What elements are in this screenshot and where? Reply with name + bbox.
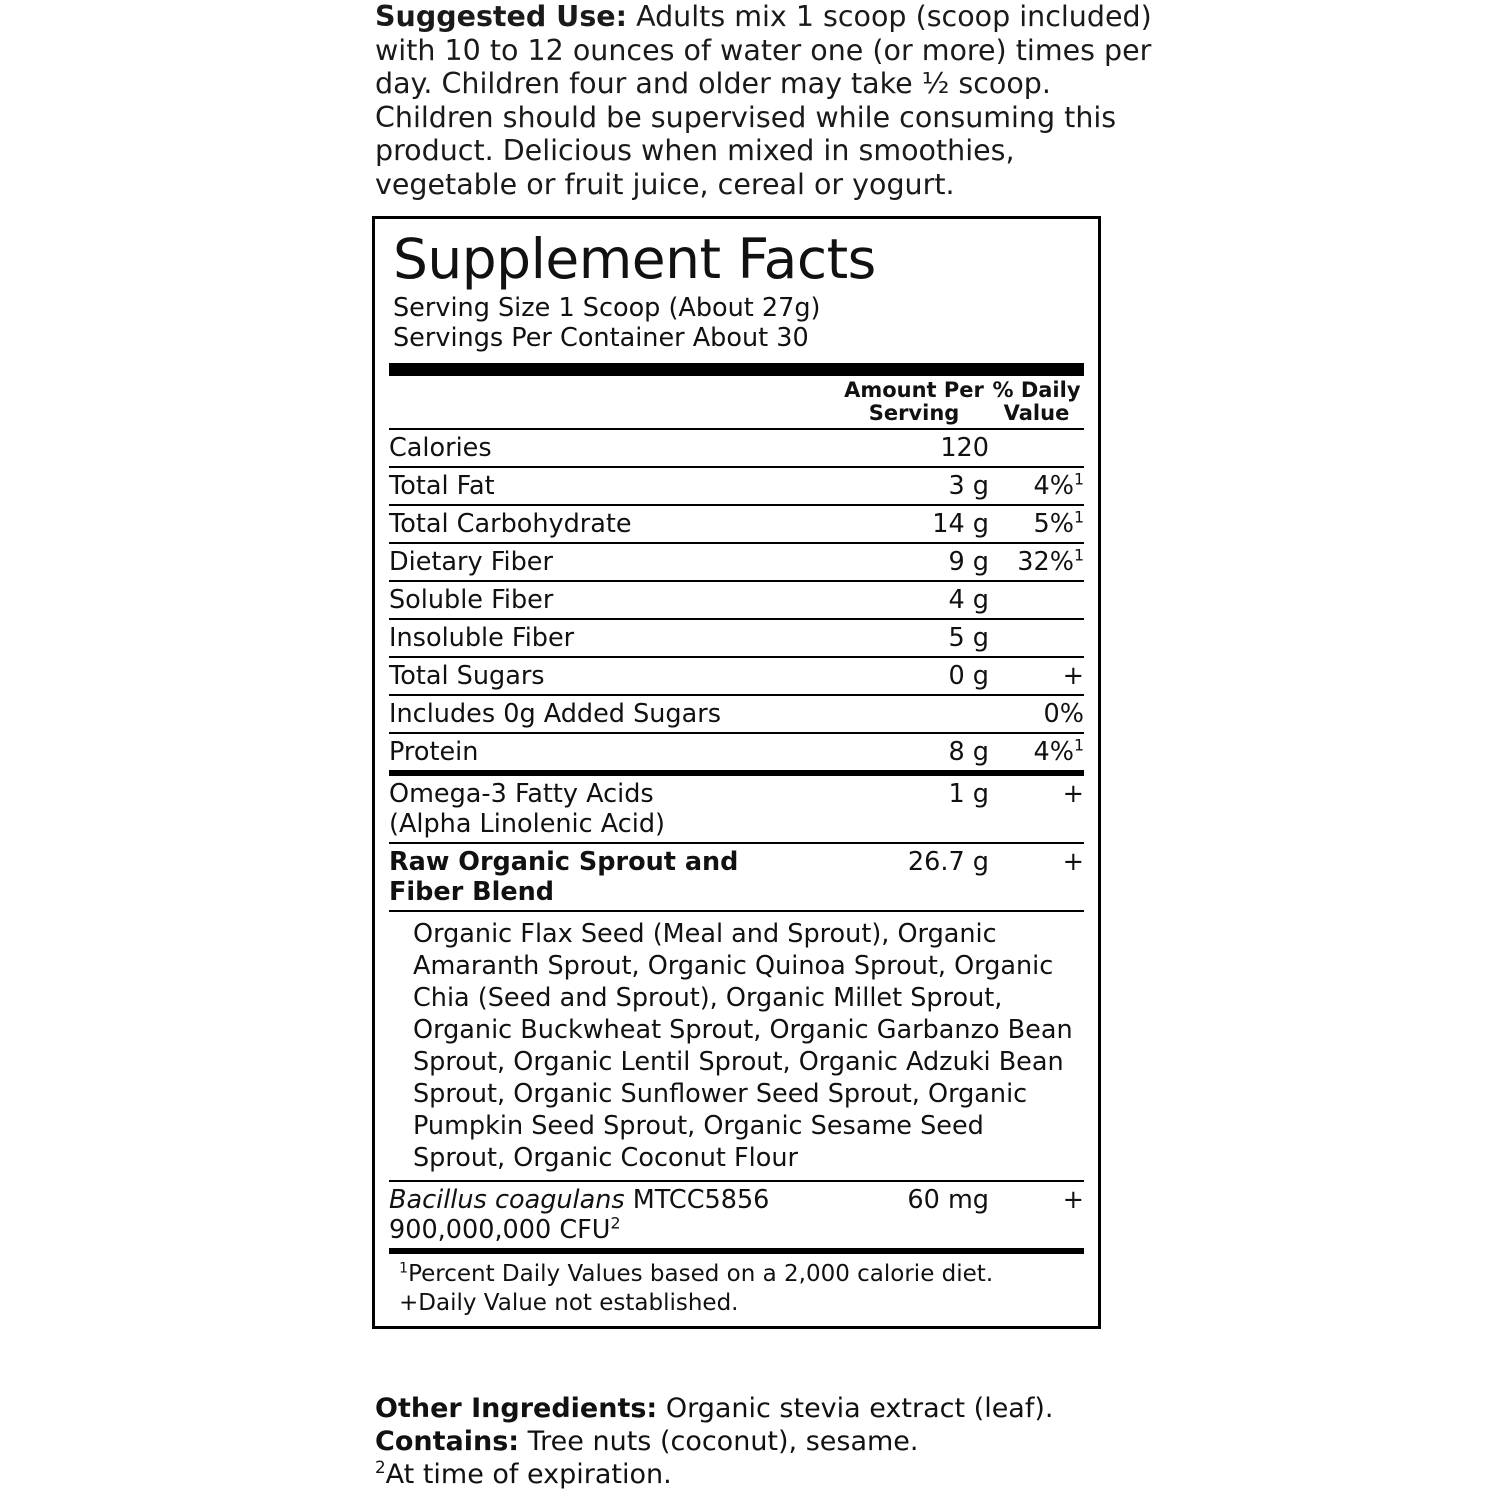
blend-amount: 26.7 g	[907, 847, 989, 877]
nutrient-dv: +	[1062, 779, 1084, 809]
servings-per-container: Servings Per Container About 30	[393, 323, 809, 353]
table-row	[389, 505, 1084, 543]
probiotic-dv: +	[1062, 1185, 1084, 1215]
nutrient-amount: 3 g	[839, 467, 989, 505]
probiotic-cfu: 900,000,000 CFU	[389, 1215, 611, 1245]
table-header-row	[389, 376, 1084, 429]
header-daily-value: % Daily Value	[989, 376, 1084, 429]
table-row	[389, 695, 1084, 733]
table-row	[389, 543, 1084, 581]
nutrient-name: Total Carbohydrate	[389, 505, 839, 543]
supplement-facts-title: Supplement Facts	[393, 227, 876, 291]
nutrient-name: Soluble Fiber	[389, 581, 839, 619]
suggested-use-label: Suggested Use:	[375, 0, 628, 33]
blend-dv: +	[1062, 847, 1084, 877]
other-ingredients-line	[375, 1392, 1175, 1425]
nutrient-amount: 0 g	[839, 657, 989, 695]
nutrient-dv: 4%$^1$	[989, 467, 1084, 505]
supplement-facts-panel	[372, 216, 1101, 1329]
probiotic-amount: 60 mg	[907, 1185, 989, 1215]
table-row	[389, 581, 1084, 619]
nutrient-dv: +	[989, 657, 1084, 695]
nutrient-amount: 14 g	[839, 505, 989, 543]
table-row	[389, 657, 1084, 695]
contains-value: Tree nuts (coconut), sesame.	[519, 1426, 919, 1457]
table-row	[389, 1182, 1084, 1248]
blend-ingredients: Organic Flax Seed (Meal and Sprout), Organic Amaranth Sprout, Organic Quinoa Sprout, Organic Chia (Seed and Sprout), Organic Millet Sprout, Organic Buckwheat Sprout, Organic Garbanzo Bean Sprout, Organic Lentil Sprout, Organic Adzuki Bean Sprout, Organic Sunflower Seed Sprout, Organic Pumpkin Seed Sprout, Organic Sesame Seed Sprout, Organic Coconut Flour	[413, 919, 1073, 1173]
footnotes	[389, 1254, 1084, 1318]
nutrient-amount: 8 g	[948, 737, 989, 767]
header-amount-per-serving: Amount Per Serving	[839, 376, 989, 429]
probiotic-strain: MTCC5856	[624, 1185, 770, 1215]
table-row	[389, 776, 1084, 842]
suggested-use-text: Adults mix 1 scoop (scoop included) with 10 to 12 ounces of water one (or more) times per day. Children four and older may take ½ scoop. Children should be supervised while consuming this product. Delicious when mixed in smoothies, vegetable or fruit juice, cereal or yogurt.	[375, 0, 1152, 201]
nutrient-dv: 4%$^1$	[1033, 735, 1084, 767]
probiotic-name: Bacillus coagulans MTCC5856 900,000,000 CFU$^2$	[389, 1185, 770, 1245]
table-row	[389, 619, 1084, 657]
expiration-text: At time of expiration.	[385, 1459, 672, 1490]
nutrient-dv	[989, 429, 1084, 467]
nutrition-table	[389, 376, 1084, 770]
other-ingredients-value: Organic stevia extract (leaf).	[657, 1393, 1054, 1424]
nutrient-name: Insoluble Fiber	[389, 619, 839, 657]
blend-name: Raw Organic Sprout and Fiber Blend	[389, 847, 739, 907]
nutrient-name: Includes 0g Added Sugars	[389, 695, 839, 733]
nutrient-name: Protein	[389, 737, 479, 767]
bottom-block	[375, 1392, 1175, 1491]
nutrient-amount	[839, 695, 989, 733]
nutrient-name: Omega-3 Fatty Acids (Alpha Linolenic Acid)	[389, 779, 665, 839]
contains-label: Contains:	[375, 1426, 520, 1457]
nutrient-amount: 5 g	[839, 619, 989, 657]
nutrient-name: Total Sugars	[389, 657, 839, 695]
footnote-2: +Daily Value not established.	[399, 1290, 739, 1316]
serving-size: Serving Size 1 Scoop (About 27g)	[393, 293, 821, 323]
table-row	[389, 844, 1084, 910]
nutrient-amount: 1 g	[948, 779, 989, 809]
divider-thick-top	[389, 363, 1084, 376]
nutrient-amount: 9 g	[839, 543, 989, 581]
table-row	[389, 429, 1084, 467]
contains-line	[375, 1425, 1175, 1458]
nutrient-dv	[989, 581, 1084, 619]
table-row	[389, 467, 1084, 505]
suggested-use-block	[375, 0, 1165, 201]
omega-table	[389, 776, 1084, 842]
nutrient-dv	[989, 619, 1084, 657]
nutrient-dv: 5%$^1$	[989, 505, 1084, 543]
table-row	[389, 733, 1084, 770]
header-blank	[389, 376, 839, 429]
footnote-1: $^1$Percent Daily Values based on a 2,000 calorie diet.	[399, 1260, 994, 1287]
nutrient-name: Total Fat	[389, 467, 839, 505]
expiration-line: $^2$At time of expiration.	[375, 1457, 672, 1490]
blend-table	[389, 844, 1084, 910]
nutrient-name: Calories	[389, 429, 839, 467]
probiotic-species: Bacillus coagulans	[389, 1185, 625, 1215]
probiotic-table	[389, 1182, 1084, 1248]
nutrient-dv: 32%$^1$	[989, 543, 1084, 581]
nutrient-name: Dietary Fiber	[389, 543, 839, 581]
nutrient-amount: 120	[839, 429, 989, 467]
nutrient-dv: 0%	[989, 695, 1084, 733]
other-ingredients-label: Other Ingredients:	[375, 1393, 658, 1424]
nutrient-amount: 4 g	[839, 581, 989, 619]
